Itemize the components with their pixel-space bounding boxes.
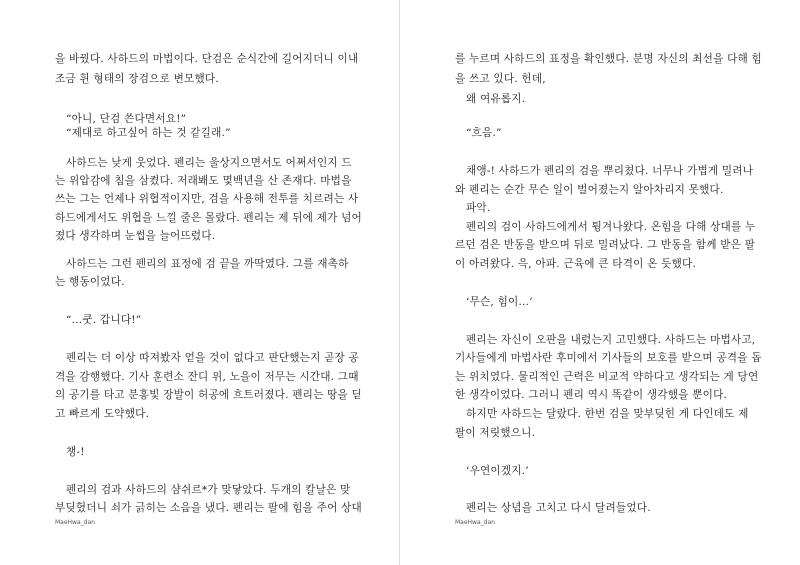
page-footer: MaeHwa_dan [455, 519, 495, 526]
text-line: 는 행동이었다. [55, 276, 125, 288]
text-line: 채앵-! 사하드가 펜리의 검을 뿌리쳤다. 너무나 가볍게 밀려나 [466, 165, 754, 177]
page-footer: MaeHwa_dan [55, 519, 95, 526]
text-line: 펜리는 더 이상 따져봤자 얻을 것이 없다고 판단했는지 곧장 공 [66, 352, 359, 364]
thought-line: ‘우연이겠지.’ [466, 465, 529, 477]
text-line: 한 생각이었다. 그러니 펜리 역시 똑같이 생각했을 뿐이다. [455, 389, 728, 401]
text-line: 르던 검은 반동을 받으며 뒤로 밀려났다. 그 반동을 함께 받은 팔 [455, 239, 756, 251]
text-line: 는 위치였다. 물리적인 근력은 비교적 약하다고 생각되는 게 당연 [455, 371, 759, 383]
text-line: 와 펜리는 순간 무슨 일이 벌어졌는지 알아차리지 못했다. [455, 184, 724, 196]
dialogue-line: “흐음.” [466, 127, 502, 139]
text-line: 을 바꿨다. 사하드의 마법이다. 단검은 순식간에 길어지더니 이내 [55, 53, 359, 65]
text-line: 펜리의 검이 사하드에게서 튕겨나왔다. 온힘을 다해 상대를 누 [466, 221, 756, 233]
text-line: 이 아려왔다. 윽, 아파. 근육에 큰 타격이 온 듯했다. [455, 258, 697, 270]
text-line: 팔이 저릿했으니. [455, 427, 536, 439]
text-line: 펜리의 검과 사하드의 샴쉬르*가 맞닿았다. 두개의 칼날은 맞 [66, 484, 351, 496]
text-line: 펜리는 자신이 오판을 내렸는지 고민했다. 사하드는 마법사고, [466, 334, 756, 346]
text-line: 를 누르며 사하드의 표정을 확인했다. 분명 자신의 최선을 다해 힘 [455, 53, 762, 65]
text-line: 의 공기를 타고 분홍빛 장발이 허공에 흐트러졌다. 펜리는 땅을 딛 [55, 389, 362, 401]
text-line: 부딪혔더니 쇠가 긁히는 소음을 냈다. 펜리는 팔에 힘을 주어 상대 [55, 502, 362, 514]
dialogue-line: “제대로 하고싶어 하는 것 같길래.” [66, 127, 231, 139]
text-line: 사하드는 그런 펜리의 표정에 검 끝을 까딱였다. 그를 재촉하 [66, 258, 349, 270]
right-page [401, 0, 800, 565]
text-line: 하지만 사하드는 달랐다. 한번 검을 맞부딪힌 게 다인데도 제 [466, 408, 749, 420]
sound-effect-line: 챙-! [66, 446, 85, 458]
left-page [0, 0, 399, 565]
dialogue-line: “…쿳. 갑니다!” [66, 314, 142, 326]
text-line: 파악. [466, 202, 491, 214]
dialogue-line: “아니, 단검 쓴다면서요!” [66, 113, 187, 125]
text-line: 기사들에게 마법사란 후미에서 기사들의 보호를 받으며 공격을 돕 [455, 352, 762, 364]
text-line: 을 쓰고 있다. 헌데, [455, 73, 546, 85]
text-line: 격을 감행했다. 기사 훈련소 잔디 위, 노을이 저무는 시간대. 그때 [55, 371, 359, 383]
text-line: 사하드는 낮게 웃었다. 펜리는 울상지으면서도 어쩌서인지 드 [66, 157, 352, 169]
thought-line: ‘무슨, 힘이…’ [466, 296, 533, 308]
text-line: 고 빠르게 도약했다. [55, 408, 150, 420]
text-line: 는 위압감에 침을 삼켰다. 저래봬도 몇백년을 산 존재다. 마법을 [55, 175, 352, 187]
text-line: 펜리는 상념을 고치고 다시 달려들었다. [466, 502, 651, 514]
text-line: 조금 휜 형태의 장검으로 변모했다. [55, 73, 219, 85]
text-line: 쓰는 그는 언제나 위협적이지만, 검을 사용해 전투를 치르려는 사 [55, 193, 359, 205]
text-line: 졌다 생각하며 눈썹을 늘어뜨렸다. [55, 230, 216, 242]
page-divider [399, 0, 400, 565]
text-line: 하드에게서도 위협을 느낄 줄은 몰랐다. 펜리는 제 뒤에 제가 넘어 [55, 212, 362, 224]
text-line: 왜 여유롭지. [466, 93, 526, 105]
